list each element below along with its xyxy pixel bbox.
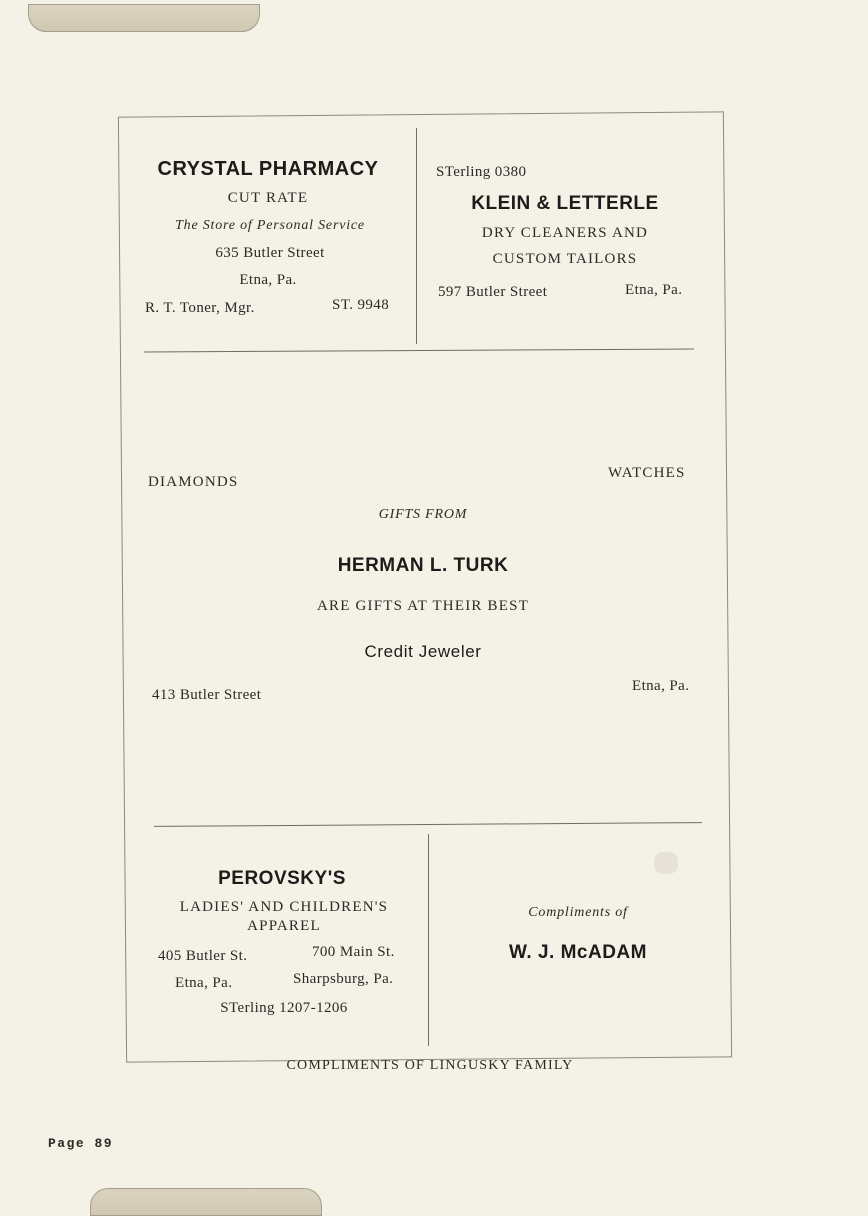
klein-letterle-phone: STerling 0380 <box>436 164 527 180</box>
klein-letterle-address: 597 Butler Street <box>438 284 548 300</box>
perovsky-address2: 700 Main St. <box>312 944 395 960</box>
crystal-pharmacy-city: Etna, Pa. <box>239 272 297 288</box>
perovsky-phone: STerling 1207-1206 <box>220 1000 348 1016</box>
divider-top-vertical <box>416 128 417 344</box>
perovsky-city2: Sharpsburg, Pa. <box>293 971 394 987</box>
herman-turk-address: 413 Butler Street <box>152 687 262 703</box>
crystal-pharmacy-phone: ST. 9948 <box>332 297 390 313</box>
herman-turk-city: Etna, Pa. <box>632 678 690 694</box>
divider-bottom-vertical <box>428 834 429 1046</box>
perovsky-city1: Etna, Pa. <box>175 975 233 991</box>
herman-turk-right-label: WATCHES <box>608 465 686 481</box>
paper-smudge <box>654 852 678 874</box>
herman-turk-left-label: DIAMONDS <box>148 474 239 490</box>
perovsky-line1: LADIES' AND CHILDREN'S <box>179 899 389 915</box>
mcadam-intro: Compliments of <box>528 905 628 920</box>
herman-turk-name: HERMAN L. TURK <box>337 555 509 576</box>
page-number: Page 89 <box>48 1136 114 1151</box>
crystal-pharmacy-slogan: The Store of Personal Service <box>175 218 365 233</box>
herman-turk-title: Credit Jeweler <box>364 642 482 661</box>
perovsky-line2: APPAREL <box>247 918 321 934</box>
klein-letterle-city: Etna, Pa. <box>625 282 683 298</box>
page-tab-top <box>28 4 260 32</box>
klein-letterle-name: KLEIN & LETTERLE <box>471 193 659 214</box>
footer-compliments: COMPLIMENTS OF LINGUSKY FAMILY <box>286 1058 574 1073</box>
crystal-pharmacy-subtitle: CUT RATE <box>227 190 309 206</box>
klein-letterle-line2: CUSTOM TAILORS <box>492 251 638 267</box>
page-tab-bottom <box>90 1188 322 1216</box>
mcadam-name: W. J. McADAM <box>509 942 647 963</box>
herman-turk-tagline: ARE GIFTS AT THEIR BEST <box>316 598 530 614</box>
herman-turk-intro: GIFTS FROM <box>378 507 468 522</box>
crystal-pharmacy-manager: R. T. Toner, Mgr. <box>145 300 255 316</box>
crystal-pharmacy-name: CRYSTAL PHARMACY <box>157 158 379 180</box>
crystal-pharmacy-address: 635 Butler Street <box>215 245 325 261</box>
perovsky-name: PEROVSKY'S <box>218 868 346 889</box>
klein-letterle-line1: DRY CLEANERS AND <box>481 225 649 241</box>
perovsky-address1: 405 Butler St. <box>158 948 248 964</box>
